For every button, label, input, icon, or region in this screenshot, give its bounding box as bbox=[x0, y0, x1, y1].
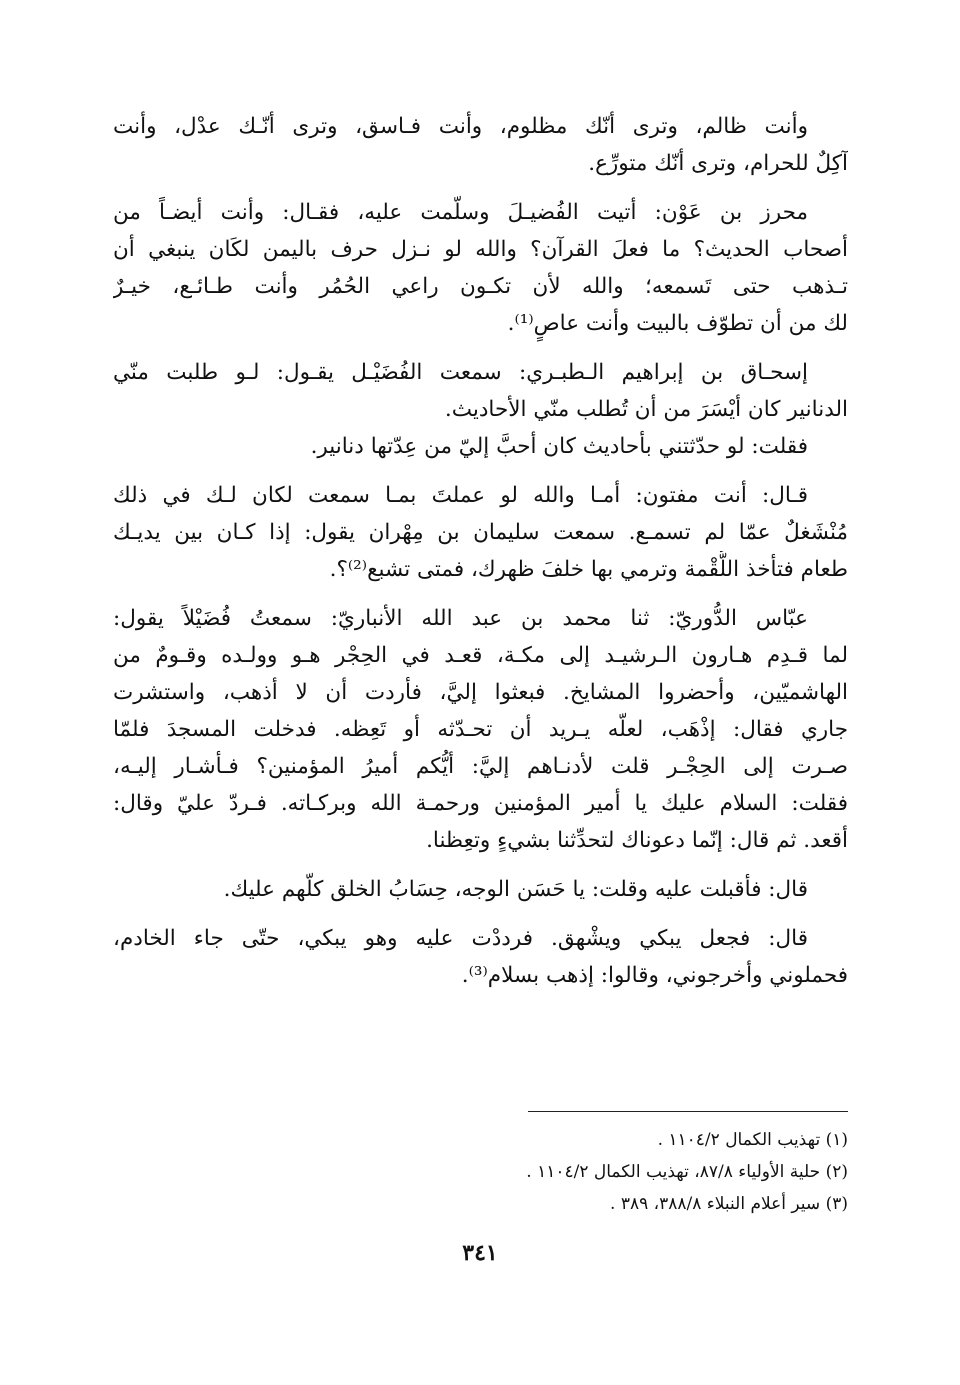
text-line: جاري فقال: إذْهَب، لعلّه يـريد أن تحـدّثه أو تَعِظه. فدخلت المسجدَ فلمّا bbox=[113, 717, 848, 742]
paragraph bbox=[113, 354, 848, 465]
text-line: أقعد. ثم قال: إنّما دعوناك لتحدِّثنا بشيءٍ وتعِظنا. bbox=[426, 828, 848, 853]
paragraph bbox=[113, 920, 848, 994]
text-line: عبّاس الدُّوريّ: ثنا محمد بن عبد الله الأنباريّ: سمعتُ فُضَيْلاً يقول: bbox=[113, 606, 808, 631]
footnotes bbox=[113, 1124, 848, 1220]
footnote: (٣) سير أعلام النبلاء ٣٨٨/٨، ٣٨٩ . bbox=[610, 1194, 848, 1214]
footnote-separator bbox=[528, 1111, 848, 1112]
text-line: الدنانير كان أيْسَرَ من أن تُطلب منّي الأحاديث. bbox=[444, 397, 848, 422]
text-line: فحملوني وأخرجوني، وقالوا: إذهب بسلام⁽³⁾. bbox=[461, 963, 848, 988]
text-line: فقلت: لو حدّثتني بأحاديث كان أحبَّ إليّ من عِدّتها دنانير. bbox=[310, 434, 808, 459]
text-line: أصحاب الحديث؟ ما فعلَ القرآن؟ والله لو نـزل حرف باليمن لكَان ينبغي أن bbox=[113, 237, 848, 262]
text-line: آكِلٌ للحرام، وترى أنّك متورِّع. bbox=[588, 151, 848, 176]
text-line: قال: فأقبلت عليه وقلت: يا حَسَن الوجه، حِسَابُ الخلق كلّهم عليك. bbox=[223, 877, 808, 902]
text-line: طعام فتأخذ اللُّقْمة وترمي بها خلفَ ظهرك، فمتى تشبع⁽²⁾؟. bbox=[329, 557, 848, 582]
paragraph bbox=[113, 600, 848, 859]
text-line: لك من أن تطوّف بالبيت وأنت عاصٍ⁽¹⁾. bbox=[507, 311, 848, 336]
paragraph bbox=[113, 194, 848, 342]
paragraph bbox=[113, 871, 848, 908]
text-line: الهاشميّين، وأحضروا المشايخ. فبعثوا إليَّ، فأردت أن لا أذهب، واستشرت bbox=[113, 680, 848, 705]
page-number: ٣٤١ bbox=[462, 1240, 498, 1266]
text-line: قـال: أنت مفتون: أمـا والله لو عملتَ بمـا سمعت لكان لـك في ذلك bbox=[113, 483, 808, 508]
text-line: إسحـاق بن إبراهيم الـطبـري: سمعت الفُضَيْـل يقـول: لـو طلبت منّي bbox=[113, 360, 808, 385]
text-line: فقلت: السلام عليك يا أمير المؤمنين ورحمـة الله وبركـاته. فـردّ عليّ وقال: bbox=[113, 791, 848, 816]
text-line: تـذهب حتى تَسمعه؛ والله لأن تكـون راعي الحُمُر وأنت طـائـع، خيـرٌ bbox=[113, 274, 848, 299]
text-line: قال: فجعل يبكي ويشْهق. فرددْت عليه وهو يبكي، حتّى جاء الخادم، bbox=[113, 926, 808, 951]
text-line: وأنت ظالم، وترى أنّك مظلوم، وأنت فـاسق، وترى أنّـك عدْل، وأنت bbox=[113, 114, 808, 139]
paragraph bbox=[113, 477, 848, 588]
footnote: (١) تهذيب الكمال ١١٠٤/٢ . bbox=[657, 1130, 848, 1150]
text-line: مُنْشَغلٌ عمّا لم تسمـع. سمعت سليمان بن مِهْران يقول: إذا كـان بين يديـك bbox=[113, 520, 848, 545]
main-text bbox=[113, 108, 848, 1006]
paragraph bbox=[113, 108, 848, 182]
footnote: (٢) حلية الأولياء ٨٧/٨، تهذيب الكمال ١١٠٤/٢ . bbox=[526, 1162, 848, 1182]
text-line: محرز بن عَوْن: أتيت الفُضيـلَ وسلّمت عليه، فقـال: وأنت أيضـاً من bbox=[113, 200, 808, 225]
text-line: صـرت إلى الحِجْـر قلت لأدنـاهم إليَّ: أيُّكم أميرُ المؤمنين؟ فـأشـار إليـه، bbox=[113, 754, 848, 779]
text-line: لما قـدِم هـارون الـرشيـد إلى مكـة، قعـد في الحِجْر هـو وولـده وقـومٌ من bbox=[113, 643, 848, 668]
